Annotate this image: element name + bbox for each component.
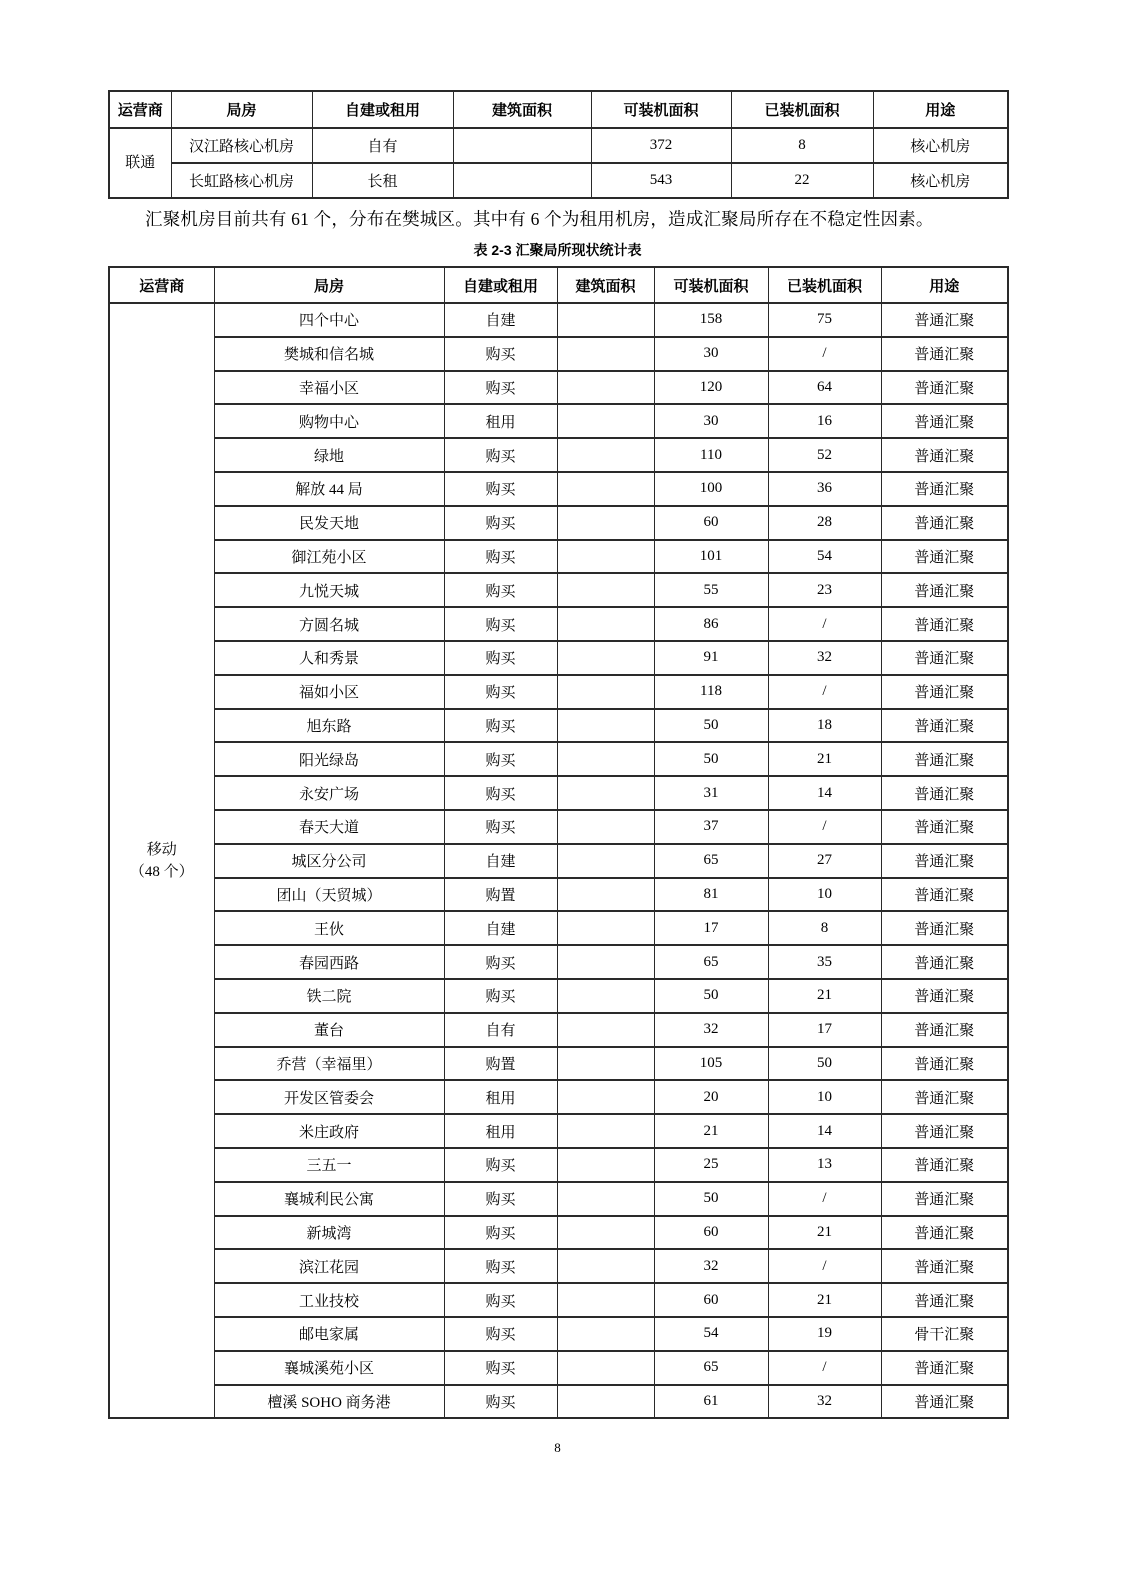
table-row <box>109 844 1008 878</box>
table-cell: 118 <box>654 675 768 709</box>
table-cell <box>557 337 654 371</box>
table-cell: 普通汇聚 <box>881 1283 1008 1317</box>
table-cell: 52 <box>768 438 881 472</box>
table-cell: 75 <box>768 303 881 337</box>
table-cell: 普通汇聚 <box>881 337 1008 371</box>
table-cell: 九悦天城 <box>214 573 444 607</box>
table-cell: 10 <box>768 878 881 912</box>
table-cell: 普通汇聚 <box>881 878 1008 912</box>
table-row <box>109 945 1008 979</box>
table-cell: 50 <box>768 1047 881 1081</box>
table-cell: 购买 <box>444 1148 557 1182</box>
table-cell <box>557 1148 654 1182</box>
table-row <box>109 128 1008 163</box>
table-cell: 普通汇聚 <box>881 776 1008 810</box>
table-cell: 14 <box>768 1114 881 1148</box>
table-cell: 三五一 <box>214 1148 444 1182</box>
table-cell: 65 <box>654 844 768 878</box>
table-cell: 开发区管委会 <box>214 1080 444 1114</box>
table-cell <box>453 163 591 198</box>
table-row <box>109 506 1008 540</box>
table-cell: 购买 <box>444 1249 557 1283</box>
table-cell: 樊城和信名城 <box>214 337 444 371</box>
table-row <box>109 675 1008 709</box>
table-row <box>109 742 1008 776</box>
table-cell <box>557 945 654 979</box>
table-cell <box>557 675 654 709</box>
table-cell: 91 <box>654 641 768 675</box>
table-cell: 购买 <box>444 573 557 607</box>
column-header: 可装机面积 <box>654 267 768 303</box>
column-header: 已装机面积 <box>731 91 873 128</box>
column-header: 运营商 <box>109 91 171 128</box>
table-cell <box>557 1385 654 1419</box>
table-cell: 25 <box>654 1148 768 1182</box>
table-cell: 32 <box>654 1249 768 1283</box>
table-row <box>109 371 1008 405</box>
table-cell: 方圆名城 <box>214 607 444 641</box>
table-cell: 普通汇聚 <box>881 303 1008 337</box>
table-cell: 普通汇聚 <box>881 641 1008 675</box>
table-cell: 54 <box>654 1317 768 1351</box>
table-cell: 核心机房 <box>873 163 1008 198</box>
table-cell: 御江苑小区 <box>214 540 444 574</box>
table-cell <box>453 128 591 163</box>
table-cell: 普通汇聚 <box>881 1148 1008 1182</box>
table-cell: 租用 <box>444 404 557 438</box>
table-cell: 购买 <box>444 641 557 675</box>
table-cell <box>557 878 654 912</box>
table-cell: 核心机房 <box>873 128 1008 163</box>
table-cell: 购买 <box>444 1216 557 1250</box>
table-cell: 自有 <box>444 1013 557 1047</box>
table-cell: 自建 <box>444 911 557 945</box>
table-cell: 27 <box>768 844 881 878</box>
table-cell: 普通汇聚 <box>881 438 1008 472</box>
table-cell <box>557 404 654 438</box>
table-row <box>109 878 1008 912</box>
table-cell: 普通汇聚 <box>881 844 1008 878</box>
table-cell: 50 <box>654 979 768 1013</box>
table-cell: 50 <box>654 709 768 743</box>
table-cell <box>557 1114 654 1148</box>
table-cell: 105 <box>654 1047 768 1081</box>
table-cell: 租用 <box>444 1114 557 1148</box>
table-cell: 54 <box>768 540 881 574</box>
column-header: 可装机面积 <box>591 91 731 128</box>
column-header: 建筑面积 <box>453 91 591 128</box>
table-cell: 购买 <box>444 371 557 405</box>
table-cell: 19 <box>768 1317 881 1351</box>
table-row <box>109 1317 1008 1351</box>
table-cell: 61 <box>654 1385 768 1419</box>
table-cell: / <box>768 337 881 371</box>
table-row <box>109 1216 1008 1250</box>
table-cell: 普通汇聚 <box>881 1385 1008 1419</box>
table-cell: 86 <box>654 607 768 641</box>
table-cell <box>557 709 654 743</box>
table-cell: 购买 <box>444 776 557 810</box>
table-cell: 长虹路核心机房 <box>171 163 312 198</box>
table-cell: 新城湾 <box>214 1216 444 1250</box>
table-row <box>109 810 1008 844</box>
table-row <box>109 979 1008 1013</box>
table-cell: 158 <box>654 303 768 337</box>
table-cell: 100 <box>654 472 768 506</box>
table-cell <box>557 776 654 810</box>
table-cell: 购买 <box>444 742 557 776</box>
table-cell: 铁二院 <box>214 979 444 1013</box>
table-cell: 543 <box>591 163 731 198</box>
column-header: 已装机面积 <box>768 267 881 303</box>
table-cell: 36 <box>768 472 881 506</box>
table-cell: 普通汇聚 <box>881 506 1008 540</box>
table-cell: 普通汇聚 <box>881 1114 1008 1148</box>
table-cell <box>557 438 654 472</box>
table-cell: 春园西路 <box>214 945 444 979</box>
operator-rooms-table-unicom <box>108 90 1009 199</box>
table-cell: 幸福小区 <box>214 371 444 405</box>
table-cell: 普通汇聚 <box>881 607 1008 641</box>
table-cell: 32 <box>654 1013 768 1047</box>
table-row <box>109 1080 1008 1114</box>
table-cell: 购置 <box>444 878 557 912</box>
table-cell: 21 <box>768 979 881 1013</box>
table-cell <box>557 303 654 337</box>
table-cell: 购买 <box>444 506 557 540</box>
table-row <box>109 776 1008 810</box>
table-cell: 50 <box>654 1182 768 1216</box>
table-cell: 骨干汇聚 <box>881 1317 1008 1351</box>
table-cell: 团山（天贸城） <box>214 878 444 912</box>
table-cell: 普通汇聚 <box>881 979 1008 1013</box>
table-cell: 普通汇聚 <box>881 404 1008 438</box>
table-cell: 120 <box>654 371 768 405</box>
table-row <box>109 641 1008 675</box>
table-row <box>109 1047 1008 1081</box>
table-cell: 购买 <box>444 979 557 1013</box>
table-cell: 37 <box>654 810 768 844</box>
table-row <box>109 540 1008 574</box>
column-header: 自建或租用 <box>444 267 557 303</box>
table-cell: 普通汇聚 <box>881 1182 1008 1216</box>
table-cell: 13 <box>768 1148 881 1182</box>
table-body <box>109 128 1008 198</box>
table-cell: 米庄政府 <box>214 1114 444 1148</box>
table-cell: 乔营（幸福里） <box>214 1047 444 1081</box>
table-cell: 普通汇聚 <box>881 810 1008 844</box>
body-paragraph: 汇聚机房目前共有 61 个，分布在樊城区。其中有 6 个为租用机房，造成汇聚局所存在不稳定性因素。 <box>145 209 934 229</box>
table-cell <box>557 1216 654 1250</box>
table-cell: 64 <box>768 371 881 405</box>
table-cell: 22 <box>731 163 873 198</box>
table-cell: 28 <box>768 506 881 540</box>
table-cell: 17 <box>654 911 768 945</box>
table-cell: 60 <box>654 506 768 540</box>
table-row <box>109 709 1008 743</box>
column-header: 建筑面积 <box>557 267 654 303</box>
table-cell: 32 <box>768 641 881 675</box>
operator-cell <box>109 128 171 198</box>
table-cell: 襄城利民公寓 <box>214 1182 444 1216</box>
table-cell <box>557 1317 654 1351</box>
table-cell: / <box>768 1249 881 1283</box>
table-cell: 解放 44 局 <box>214 472 444 506</box>
table-cell: 21 <box>768 1283 881 1317</box>
main-table-section <box>108 266 1007 1419</box>
table-row <box>109 337 1008 371</box>
table-row <box>109 1182 1008 1216</box>
table-cell: 自有 <box>312 128 453 163</box>
table-row <box>109 472 1008 506</box>
table-cell: / <box>768 1351 881 1385</box>
table-cell <box>557 979 654 1013</box>
table-cell: 汉江路核心机房 <box>171 128 312 163</box>
table-cell <box>557 911 654 945</box>
table-cell: 普通汇聚 <box>881 911 1008 945</box>
table-cell: 普通汇聚 <box>881 1080 1008 1114</box>
table-cell: 65 <box>654 945 768 979</box>
operator-cell-line: （48 个） <box>129 863 194 880</box>
table-cell: 50 <box>654 742 768 776</box>
table-row <box>109 911 1008 945</box>
table-cell: 普通汇聚 <box>881 1047 1008 1081</box>
table-row <box>109 438 1008 472</box>
table-cell: 8 <box>731 128 873 163</box>
table-cell <box>557 742 654 776</box>
table-cell: 21 <box>768 1216 881 1250</box>
table-row <box>109 163 1008 198</box>
table-cell: 30 <box>654 337 768 371</box>
table-cell: 普通汇聚 <box>881 1351 1008 1385</box>
table-cell: 购买 <box>444 1317 557 1351</box>
table-cell: 城区分公司 <box>214 844 444 878</box>
table-row <box>109 303 1008 337</box>
table-cell: 20 <box>654 1080 768 1114</box>
table-cell: 31 <box>654 776 768 810</box>
table-cell: 21 <box>654 1114 768 1148</box>
table-cell: 购买 <box>444 1385 557 1419</box>
table-cell <box>557 540 654 574</box>
table-cell: 110 <box>654 438 768 472</box>
table-body <box>109 303 1008 1418</box>
table-cell: 30 <box>654 404 768 438</box>
column-header: 用途 <box>873 91 1008 128</box>
table-cell: 60 <box>654 1283 768 1317</box>
table-cell: 永安广场 <box>214 776 444 810</box>
table-cell <box>557 1249 654 1283</box>
table-row <box>109 1148 1008 1182</box>
table-cell: 租用 <box>444 1080 557 1114</box>
table-cell: 普通汇聚 <box>881 1013 1008 1047</box>
table-cell: 10 <box>768 1080 881 1114</box>
table-cell: 自建 <box>444 844 557 878</box>
table-cell: 32 <box>768 1385 881 1419</box>
table-cell: 购买 <box>444 675 557 709</box>
table-cell: 购物中心 <box>214 404 444 438</box>
table-cell: 普通汇聚 <box>881 540 1008 574</box>
table-cell: / <box>768 607 881 641</box>
table-cell: 购买 <box>444 438 557 472</box>
table-cell: 372 <box>591 128 731 163</box>
table-cell: 购买 <box>444 810 557 844</box>
table-cell: 55 <box>654 573 768 607</box>
table-cell <box>557 1013 654 1047</box>
table-cell <box>557 506 654 540</box>
table-row <box>109 573 1008 607</box>
table-cell: 16 <box>768 404 881 438</box>
table-row <box>109 1249 1008 1283</box>
table-cell: 人和秀景 <box>214 641 444 675</box>
table-cell: 购买 <box>444 945 557 979</box>
table-cell: 普通汇聚 <box>881 1249 1008 1283</box>
table-cell: 滨江花园 <box>214 1249 444 1283</box>
table-cell: 四个中心 <box>214 303 444 337</box>
table-row <box>109 404 1008 438</box>
table-cell <box>557 844 654 878</box>
table-cell: 工业技校 <box>214 1283 444 1317</box>
table-cell: 购买 <box>444 472 557 506</box>
table-cell: / <box>768 675 881 709</box>
column-header: 局房 <box>171 91 312 128</box>
table-cell: 民发天地 <box>214 506 444 540</box>
table-cell: 阳光绿岛 <box>214 742 444 776</box>
table-cell: 21 <box>768 742 881 776</box>
table-cell: 普通汇聚 <box>881 742 1008 776</box>
table-cell: 普通汇聚 <box>881 1216 1008 1250</box>
table-cell: 襄城溪苑小区 <box>214 1351 444 1385</box>
page-number: 8 <box>554 1440 561 1455</box>
table-cell: 自建 <box>444 303 557 337</box>
table-cell: 檀溪 SOHO 商务港 <box>214 1385 444 1419</box>
table-cell <box>557 472 654 506</box>
table-cell: 购买 <box>444 1182 557 1216</box>
table-row <box>109 1114 1008 1148</box>
table-cell: 旭东路 <box>214 709 444 743</box>
table-row <box>109 607 1008 641</box>
table-cell: 60 <box>654 1216 768 1250</box>
table-cell: 购买 <box>444 540 557 574</box>
table-cell: 普通汇聚 <box>881 675 1008 709</box>
operator-cell <box>109 303 214 1418</box>
table-cell: 普通汇聚 <box>881 709 1008 743</box>
table-cell: 购买 <box>444 1283 557 1317</box>
table-cell <box>557 607 654 641</box>
table-cell <box>557 810 654 844</box>
table-header-row <box>109 267 1008 303</box>
table-cell <box>557 1283 654 1317</box>
table-cell: 普通汇聚 <box>881 371 1008 405</box>
table-cell: 17 <box>768 1013 881 1047</box>
table-cell: 购买 <box>444 1351 557 1385</box>
table-cell: 18 <box>768 709 881 743</box>
table-cell: 购买 <box>444 709 557 743</box>
table-cell: 14 <box>768 776 881 810</box>
table-row <box>109 1351 1008 1385</box>
table-cell <box>557 641 654 675</box>
table-cell: 普通汇聚 <box>881 472 1008 506</box>
table-cell: 购买 <box>444 607 557 641</box>
table-cell: 普通汇聚 <box>881 945 1008 979</box>
table-cell <box>557 1047 654 1081</box>
table-row <box>109 1013 1008 1047</box>
table-cell: 购置 <box>444 1047 557 1081</box>
table-cell: 董台 <box>214 1013 444 1047</box>
column-header: 局房 <box>214 267 444 303</box>
operator-cell-line: 移动 <box>146 841 177 858</box>
column-header: 用途 <box>881 267 1008 303</box>
table-cell <box>557 1080 654 1114</box>
table-cell: 绿地 <box>214 438 444 472</box>
table-caption: 表 2-3 汇聚局所现状统计表 <box>473 242 642 258</box>
table-cell: 春天大道 <box>214 810 444 844</box>
table-cell <box>557 1182 654 1216</box>
table-cell: 邮电家属 <box>214 1317 444 1351</box>
operator-rooms-table-mobile <box>108 266 1009 1419</box>
intro-table-section <box>108 90 1007 199</box>
table-cell: 23 <box>768 573 881 607</box>
table-cell: 长租 <box>312 163 453 198</box>
table-cell <box>557 1351 654 1385</box>
table-row <box>109 1385 1008 1419</box>
table-cell: 王伙 <box>214 911 444 945</box>
operator-cell-line: 联通 <box>125 155 156 171</box>
table-cell: 8 <box>768 911 881 945</box>
table-cell: 购买 <box>444 337 557 371</box>
table-cell: 福如小区 <box>214 675 444 709</box>
table-cell: 65 <box>654 1351 768 1385</box>
column-header: 运营商 <box>109 267 214 303</box>
table-cell: 35 <box>768 945 881 979</box>
table-header-row <box>109 91 1008 128</box>
table-cell: / <box>768 1182 881 1216</box>
column-header: 自建或租用 <box>312 91 453 128</box>
table-cell <box>557 371 654 405</box>
table-cell: 普通汇聚 <box>881 573 1008 607</box>
table-cell: 81 <box>654 878 768 912</box>
table-cell: / <box>768 810 881 844</box>
table-row <box>109 1283 1008 1317</box>
table-cell: 101 <box>654 540 768 574</box>
table-cell <box>557 573 654 607</box>
